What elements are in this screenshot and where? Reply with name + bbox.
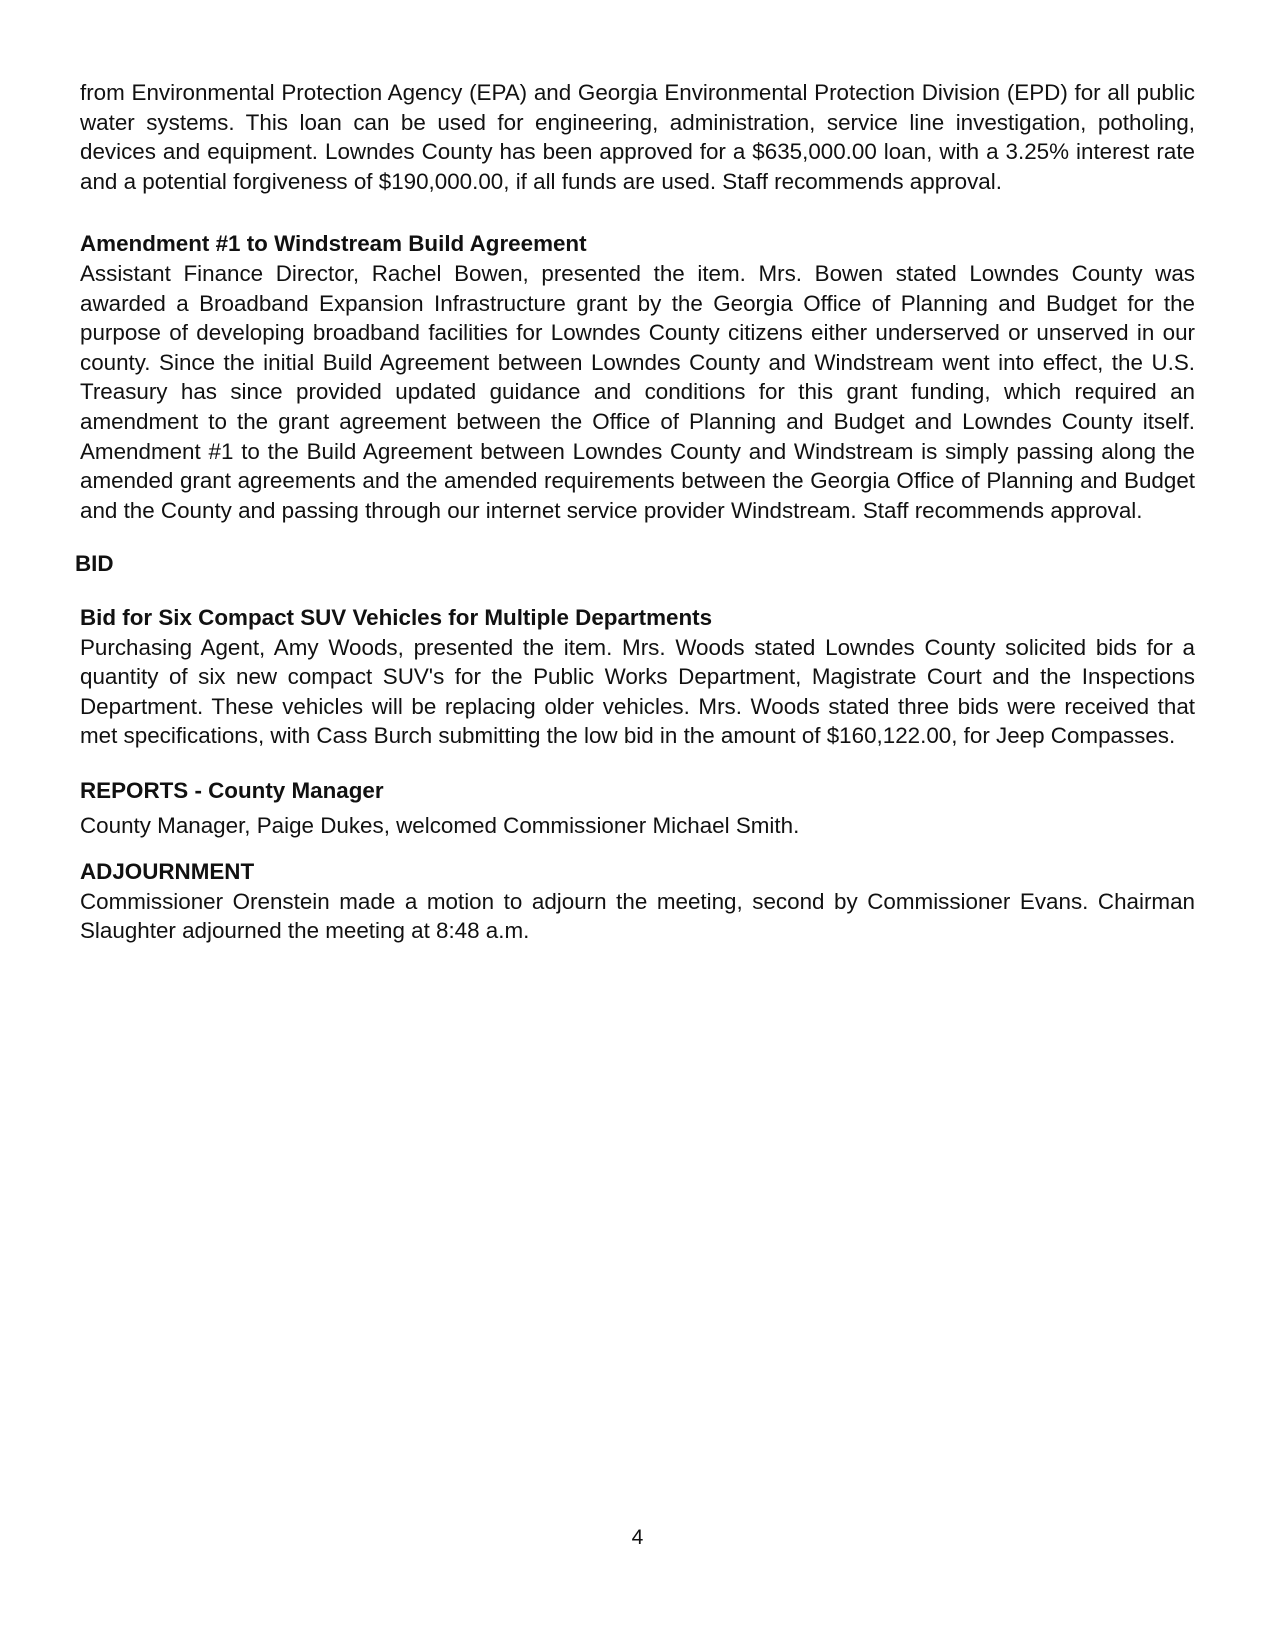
intro-paragraph: from Environmental Protection Agency (EPA) and Georgia Environmental Protection Division (EPD) for all public water systems. This loan can be used for engineering, administration, service line investigation, potholing, devices and equipment. Lowndes County has been approved for a $635,000.00 loan, with a 3.25% interest rate and a potential forgiveness of $190,000.00, if all funds are used. Staff recommends approval.: [80, 80, 1195, 194]
section-heading-bid: BID: [75, 551, 114, 577]
document-page: [75, 78, 1195, 946]
section-heading-windstream: Amendment #1 to Windstream Build Agreement: [80, 231, 587, 257]
section-heading-reports: REPORTS - County Manager: [80, 777, 384, 803]
section-body-reports: County Manager, Paige Dukes, welcomed Commissioner Michael Smith.: [80, 813, 800, 839]
section-body-suv-bid: Purchasing Agent, Amy Woods, presented the item. Mrs. Woods stated Lowndes County solicited bids for a quantity of six new compact SUV's for the Public Works Department, Magistrate Court and the Inspections Department. These vehicles will be replacing older vehicles. Mrs. Woods stated three bids were received that met specifications, with Cass Burch submitting the low bid in the amount of $160,122.00, for Jeep Compasses.: [80, 634, 1195, 749]
section-body-windstream: Assistant Finance Director, Rachel Bowen, presented the item. Mrs. Bowen stated Lowndes County was awarded a Broadband Expansion Infrastructure grant by the Georgia Office of Planning and Budget for the purpose of developing broadband facilities for Lowndes County citizens either underserved or unserved in our county. Since the initial Build Agreement between Lowndes County and Windstream went into effect, the U.S. Treasury has since provided updated guidance and conditions for this grant funding, which required an amendment to the grant agreement between the Office of Planning and Budget and Lowndes County itself. Amendment #1 to the Build Agreement between Lowndes County and Windstream is simply passing along the amended grant agreements and the amended requirements between the Georgia Office of Planning and Budget and the County and passing through our internet service provider Windstream. Staff recommends approval.: [80, 260, 1195, 523]
section-body-adjournment: Commissioner Orenstein made a motion to adjourn the meeting, second by Commissioner Evans. Chairman Slaughter adjourned the meeting at 8:48 a.m.: [80, 888, 1195, 944]
section-heading-adjournment: ADJOURNMENT: [80, 859, 255, 885]
section-heading-suv-bid: Bid for Six Compact SUV Vehicles for Multiple Departments: [80, 604, 713, 630]
page-number: 4: [631, 1526, 644, 1549]
